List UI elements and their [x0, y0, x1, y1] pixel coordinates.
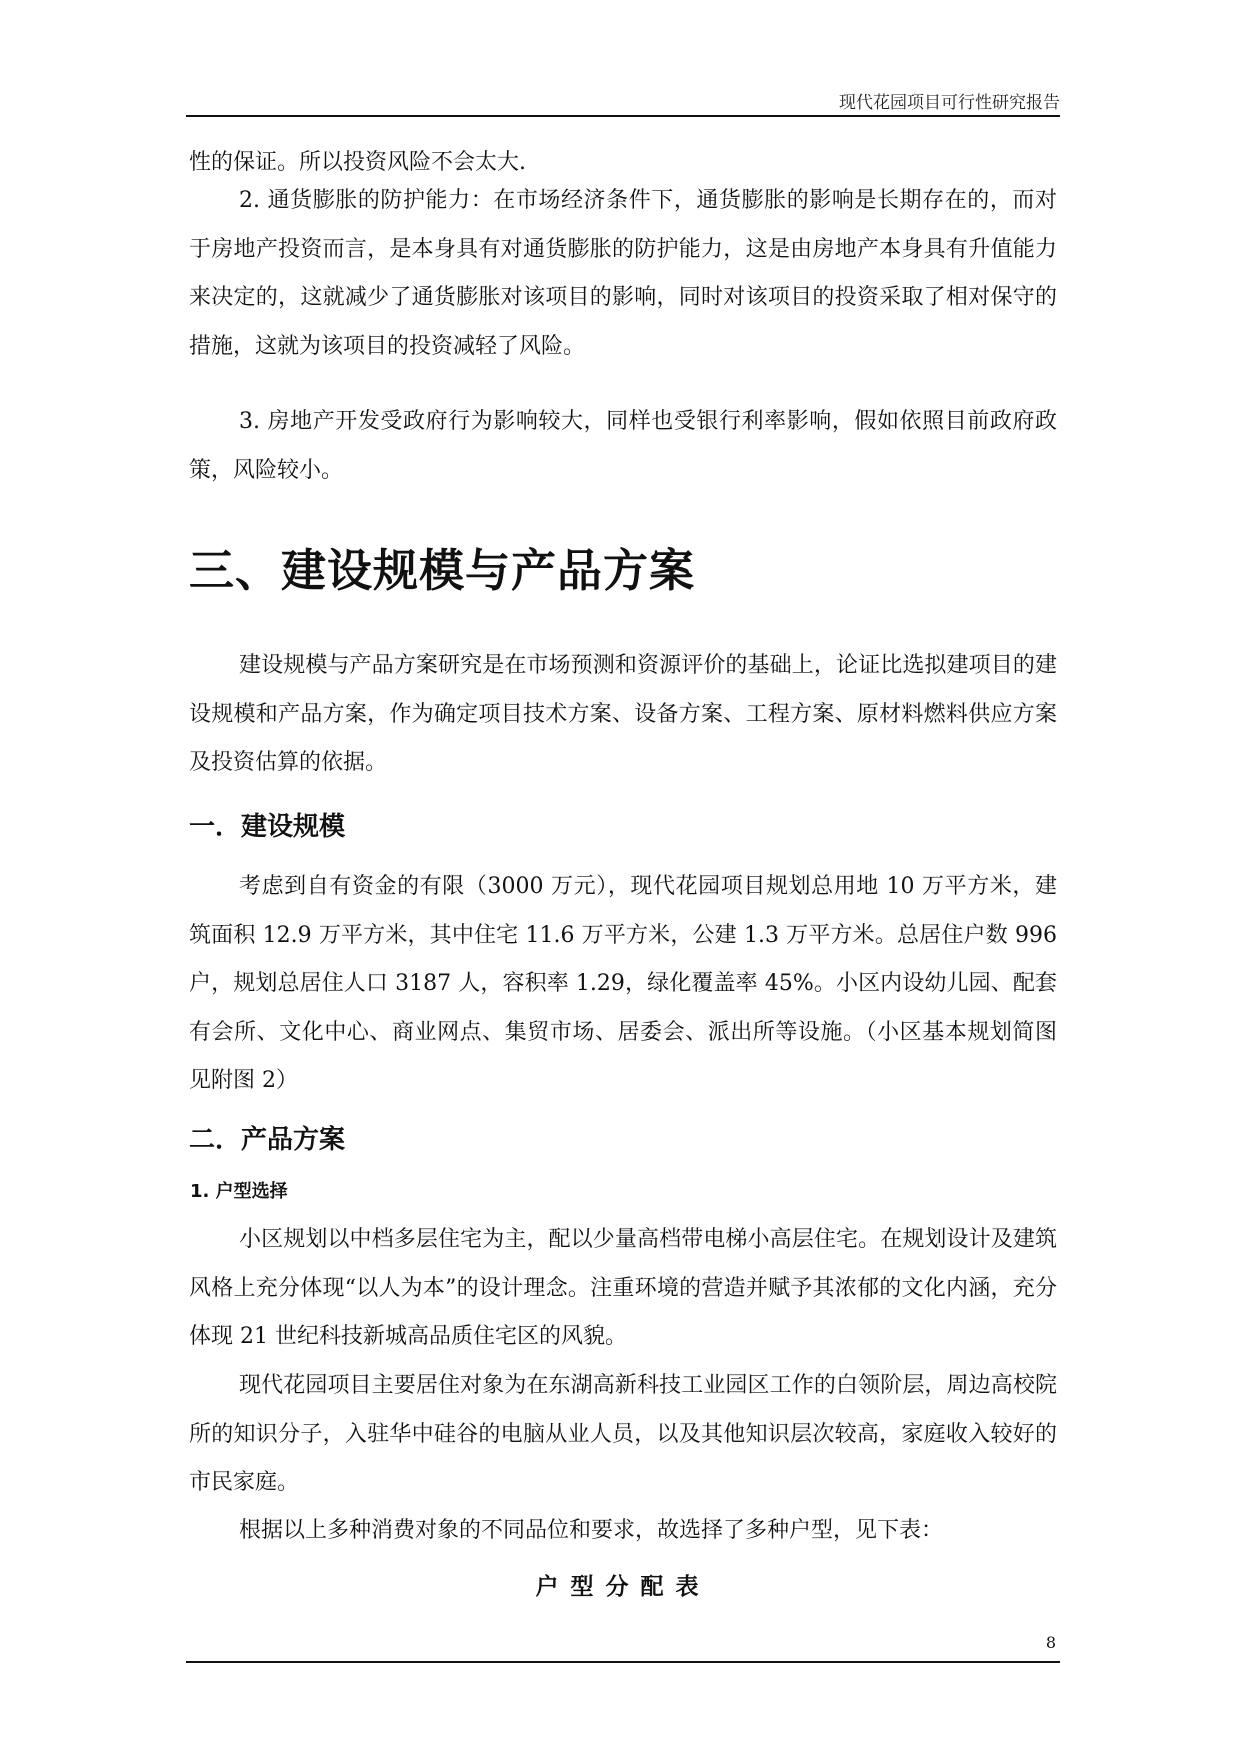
- product-paragraph-table-intro: 根据以上多种消费对象的不同品位和要求，故选择了多种户型，见下表：: [239, 1518, 944, 1543]
- chapter-intro-paragraph: 建设规模与产品方案研究是在市场预测和资源评价的基础上，论证比选拟建项目的建设规模和产品方案，作为确定项目技术方案、设备方案、工程方案、原材料燃料供应方案及投资估算的依据。: [189, 653, 1057, 775]
- risk-item-policy: 3. 房地产开发受政府行为影响较大，同样也受银行利率影响，假如依照目前政府政策，风险较小。: [189, 409, 1057, 483]
- product-paragraph-plan: 小区规划以中档多层住宅为主，配以少量高档带电梯小高层住宅。在规划设计及建筑风格上充分体现“以人为本”的设计理念。注重环境的营造并赋予其浓郁的文化内涵，充分体现 21 世纪科技新城高品质住宅区的风貌。: [189, 1227, 1057, 1349]
- continuation-paragraph: 性的保证。所以投资风险不会太大.: [189, 150, 526, 175]
- section-title-product: 二．产品方案: [189, 1125, 346, 1155]
- footer-rule: [186, 1661, 1060, 1663]
- subsection-title-unit-type: 1. 户型选择: [190, 1181, 288, 1202]
- scale-paragraph: 考虑到自有资金的有限（3000 万元），现代花园项目规划总用地 10 万平方米，建筑面积 12.9 万平方米，其中住宅 11.6 万平方米，公建 1.3 万平方米。总居住户数 996 户，规划总居住人口 3187 人，容积率 1.29，绿化覆盖率 45%。小区内设幼儿园、配套有会所、文化中心、商业网点、集贸市场、居委会、派出所等设施。（小区基本规划简图见附图 2）: [189, 874, 1057, 1093]
- section-title-scale: 一．建设规模: [189, 812, 346, 842]
- product-paragraph-residents: 现代花园项目主要居住对象为在东湖高新科技工业园区工作的白领阶层，周边高校院所的知识分子，入驻华中硅谷的电脑从业人员，以及其他知识层次较高，家庭收入较好的市民家庭。: [189, 1373, 1057, 1495]
- page-number: 8: [1045, 1633, 1056, 1652]
- header-rule: [186, 115, 1060, 117]
- running-header: 现代花园项目可行性研究报告: [839, 93, 1060, 113]
- chapter-title: 三、建设规模与产品方案: [189, 544, 696, 597]
- table-caption: 户型分配表: [535, 1574, 711, 1600]
- risk-item-inflation: 2. 通货膨胀的防护能力：在市场经济条件下，通货膨胀的影响是长期存在的，而对于房地产投资而言，是本身具有对通货膨胀的防护能力，这是由房地产本身具有升值能力来决定的，这就减少了通货膨胀对该项目的影响，同时对该项目的投资采取了相对保守的措施，这就为该项目的投资减轻了风险。: [189, 188, 1057, 359]
